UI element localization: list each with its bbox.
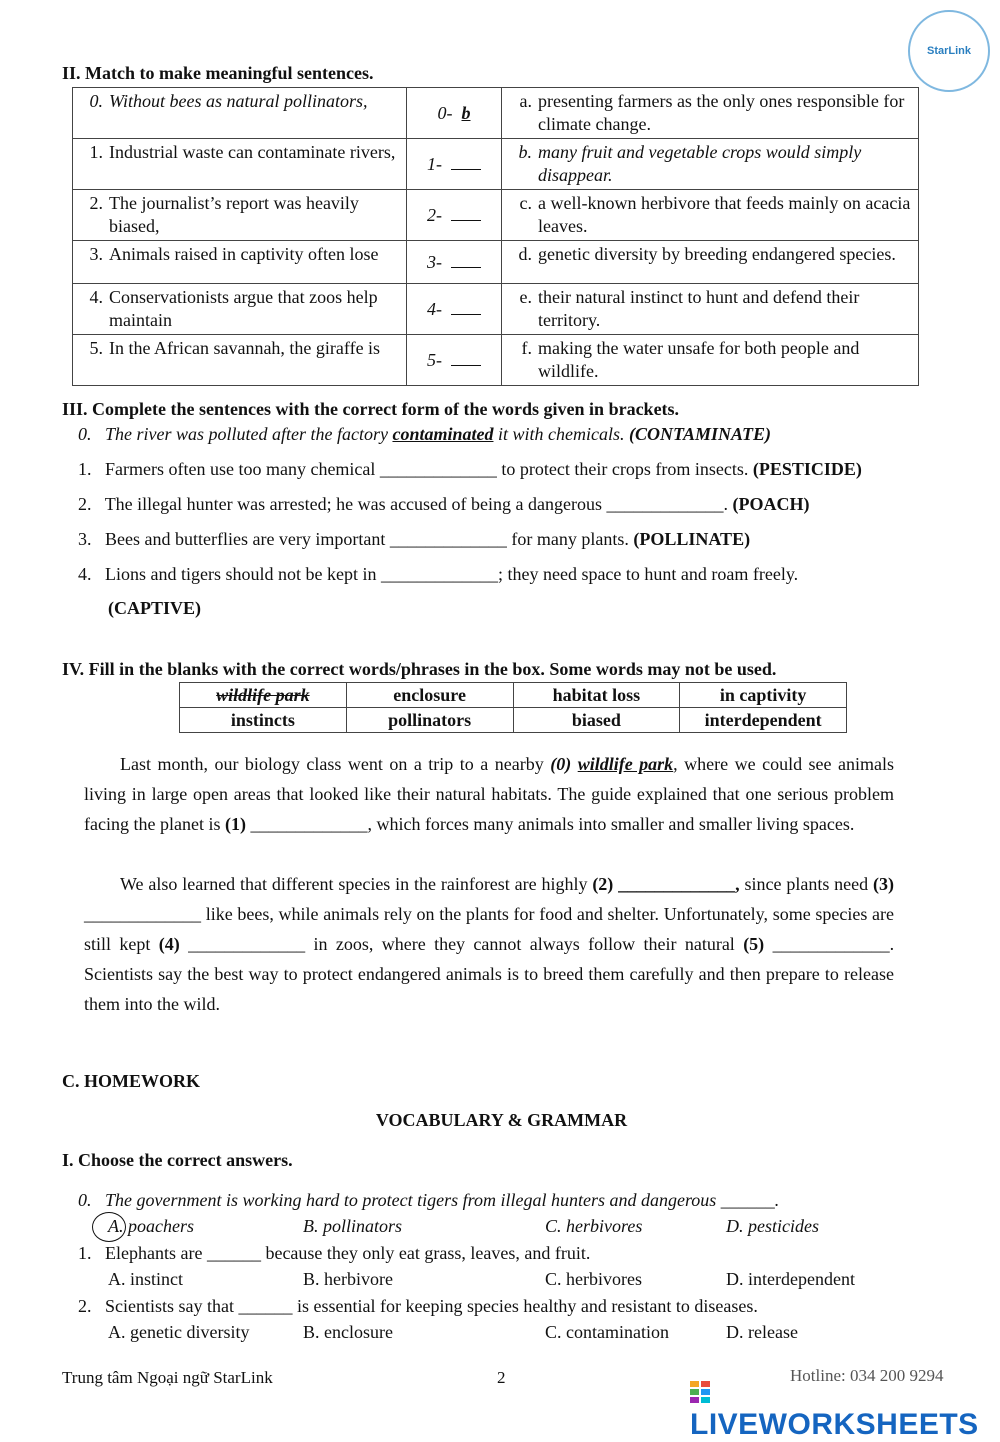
match-answer-cell[interactable] bbox=[407, 284, 502, 335]
word-box-cell: instincts bbox=[180, 708, 347, 733]
example-word: (CONTAMINATE) bbox=[628, 424, 771, 444]
match-right-cell bbox=[502, 139, 919, 190]
p2-e: . Scientists say the best way to protect endangered animals is to breed them carefully and then prepare to release them into the wild. bbox=[84, 934, 895, 1014]
starlink-logo bbox=[908, 10, 990, 92]
match-answer-cell[interactable] bbox=[407, 88, 502, 139]
match-right-text: their natural instinct to hunt and defend their territory. bbox=[538, 287, 860, 330]
match-answer-prefix: 5- bbox=[427, 349, 442, 370]
word-box-cell: pollinators bbox=[346, 708, 513, 733]
match-left-text: Without bees as natural pollinators, bbox=[109, 91, 368, 111]
liveworksheets-watermark bbox=[690, 1374, 1000, 1442]
part-i-title: I. Choose the correct answers. bbox=[62, 1150, 293, 1170]
match-left-text: Animals raised in captivity often lose bbox=[109, 244, 379, 264]
sentence-4-word: (CAPTIVE) bbox=[108, 598, 201, 618]
match-right-cell bbox=[502, 335, 919, 386]
match-left-num: 0. bbox=[89, 91, 103, 111]
q2-option-d[interactable]: D. release bbox=[726, 1322, 798, 1342]
sentence-1-word: (PESTICIDE) bbox=[752, 459, 862, 479]
sentence-2-word: (POACH) bbox=[732, 494, 810, 514]
page-number: 2 bbox=[497, 1368, 506, 1387]
q2-option-b[interactable]: B. enclosure bbox=[303, 1322, 393, 1342]
p1-a: Last month, our biology class went on a trip to a nearby bbox=[120, 754, 544, 774]
q0-text: The government is working hard to protect tigers from illegal hunters and dangerous ______. bbox=[105, 1190, 780, 1210]
sentence-1-num: 1. bbox=[78, 459, 92, 479]
p2-b: since plants need bbox=[744, 874, 869, 894]
match-right-cell bbox=[502, 88, 919, 139]
p1-ex-num: (0) bbox=[550, 754, 572, 774]
blank-1[interactable]: _____________ bbox=[250, 814, 368, 834]
section-ii-title: II. Match to make meaningful sentences. bbox=[62, 63, 374, 83]
blank-4[interactable]: _____________ bbox=[188, 934, 306, 954]
sentence-3-after: for many plants. bbox=[511, 529, 629, 549]
match-row bbox=[73, 284, 919, 335]
match-table bbox=[72, 87, 919, 386]
word-box-cell: habitat loss bbox=[513, 683, 680, 708]
q2-text: Scientists say that ______ is essential for keeping species healthy and resistant to diseases. bbox=[105, 1296, 758, 1316]
q0-num: 0. bbox=[78, 1190, 92, 1210]
passage-paragraph-1 bbox=[84, 749, 894, 839]
match-right-cell bbox=[502, 241, 919, 284]
section-iii-example bbox=[78, 424, 771, 445]
match-answer-cell[interactable] bbox=[407, 335, 502, 386]
q1-option-a[interactable]: A. instinct bbox=[108, 1269, 183, 1289]
sentence-1-before: Farmers often use too many chemical bbox=[105, 459, 376, 479]
sentence-4-after: ; they need space to hunt and roam freely. bbox=[497, 564, 799, 584]
footer-hotline: Hotline: 034 200 9294 bbox=[790, 1366, 944, 1385]
match-answer-prefix: 0- bbox=[437, 102, 453, 123]
match-left-cell bbox=[73, 88, 407, 139]
q1-option-d[interactable]: D. interdependent bbox=[726, 1269, 855, 1289]
liveworksheets-icon bbox=[690, 1381, 710, 1403]
sentence-4 bbox=[78, 564, 798, 585]
match-answer-blank[interactable] bbox=[451, 253, 481, 268]
match-left-cell bbox=[73, 284, 407, 335]
section-c-subtitle: VOCABULARY & GRAMMAR bbox=[375, 1110, 628, 1130]
sentence-3 bbox=[78, 529, 750, 550]
word-box-cell: interdependent bbox=[680, 708, 847, 733]
match-left-num: 2. bbox=[89, 193, 103, 213]
p2-a: We also learned that different species in the rainforest are highly bbox=[120, 874, 588, 894]
p1-n1: (1) bbox=[224, 814, 246, 834]
q1-option-c[interactable]: C. herbivores bbox=[545, 1269, 642, 1289]
sentence-3-word: (POLLINATE) bbox=[633, 529, 751, 549]
match-answer-prefix: 1- bbox=[427, 153, 442, 174]
p1-ex-answer: wildlife park bbox=[577, 754, 674, 774]
question-0 bbox=[78, 1190, 779, 1211]
match-row bbox=[73, 241, 919, 284]
sentence-3-blank[interactable]: _____________ bbox=[389, 529, 507, 549]
match-row bbox=[73, 139, 919, 190]
sentence-2-after: . bbox=[723, 494, 728, 514]
match-right-letter: b. bbox=[518, 142, 532, 162]
match-left-cell bbox=[73, 139, 407, 190]
q0-option-a[interactable]: A. poachers bbox=[108, 1216, 194, 1236]
sentence-2 bbox=[78, 494, 809, 515]
q1-num: 1. bbox=[78, 1243, 92, 1263]
passage-paragraph-2 bbox=[84, 869, 894, 1019]
word-wildlife-park: wildlife park bbox=[216, 685, 310, 705]
p2-n5: (5) bbox=[743, 934, 765, 954]
q1-option-b[interactable]: B. herbivore bbox=[303, 1269, 393, 1289]
match-right-text: presenting farmers as the only ones responsible for climate change. bbox=[538, 91, 905, 134]
match-answer-blank[interactable] bbox=[451, 300, 481, 315]
section-c-title: C. HOMEWORK bbox=[62, 1071, 200, 1091]
example-after: it with chemicals. bbox=[497, 424, 625, 444]
match-right-letter: f. bbox=[521, 338, 532, 358]
match-right-letter: c. bbox=[519, 193, 532, 213]
footer-center-name: Trung tâm Ngoại ngữ StarLink bbox=[62, 1368, 273, 1387]
question-2 bbox=[78, 1296, 758, 1317]
match-answer-prefix: 4- bbox=[427, 298, 442, 319]
match-right-letter: d. bbox=[518, 244, 532, 264]
match-right-cell bbox=[502, 284, 919, 335]
word-box-cell bbox=[180, 683, 347, 708]
q0-option-b[interactable]: B. pollinators bbox=[303, 1216, 403, 1236]
sentence-2-num: 2. bbox=[78, 494, 92, 514]
q2-option-c[interactable]: C. contamination bbox=[545, 1322, 669, 1342]
sentence-4-before: Lions and tigers should not be kept in bbox=[105, 564, 377, 584]
match-right-letter: e. bbox=[519, 287, 532, 307]
match-left-text: Conservationists argue that zoos help maintain bbox=[109, 287, 378, 330]
example-num: 0. bbox=[78, 424, 92, 444]
match-left-num: 1. bbox=[89, 142, 103, 162]
match-answer-blank[interactable] bbox=[451, 351, 481, 366]
match-answer-blank[interactable] bbox=[451, 206, 481, 221]
match-right-cell bbox=[502, 190, 919, 241]
p2-n4: (4) bbox=[158, 934, 180, 954]
word-box-cell: in captivity bbox=[680, 683, 847, 708]
match-left-text: Industrial waste can contaminate rivers, bbox=[109, 142, 396, 162]
match-left-text: The journalist’s report was heavily biased, bbox=[109, 193, 359, 236]
match-right-letter: a. bbox=[519, 91, 532, 111]
match-row bbox=[73, 88, 919, 139]
sentence-1-blank[interactable]: _____________ bbox=[379, 459, 497, 479]
word-box-cell: enclosure bbox=[346, 683, 513, 708]
match-answer-cell[interactable] bbox=[407, 139, 502, 190]
example-before: The river was polluted after the factory bbox=[105, 424, 388, 444]
match-left-text: In the African savannah, the giraffe is bbox=[109, 338, 381, 358]
sentence-4-blank[interactable]: _____________ bbox=[380, 564, 498, 584]
match-left-num: 4. bbox=[89, 287, 103, 307]
sentence-1 bbox=[78, 459, 862, 480]
q0-option-d[interactable]: D. pesticides bbox=[726, 1216, 819, 1236]
blank-3[interactable]: _____________ bbox=[84, 904, 201, 924]
match-answer-prefix: 3- bbox=[427, 251, 442, 272]
match-row bbox=[73, 335, 919, 386]
match-left-num: 5. bbox=[89, 338, 103, 358]
match-row bbox=[73, 190, 919, 241]
sentence-1-after: to protect their crops from insects. bbox=[501, 459, 749, 479]
match-answer-blank[interactable] bbox=[451, 155, 481, 170]
q0-option-c[interactable]: C. herbivores bbox=[545, 1216, 643, 1236]
p2-d: in zoos, where they cannot always follow their natural bbox=[313, 934, 735, 954]
match-left-cell bbox=[73, 190, 407, 241]
p2-c: like bees, while animals rely on the plants for food and shelter. Unfortunately, some species are still kept bbox=[84, 904, 894, 954]
sentence-3-num: 3. bbox=[78, 529, 92, 549]
p1-b: , where we could see animals living in large open areas that looked like their natural habitats. The guide explained that one serious problem facing the planet is bbox=[84, 754, 895, 834]
sentence-2-blank[interactable]: _____________ bbox=[606, 494, 724, 514]
blank-5[interactable]: _____________ bbox=[772, 934, 890, 954]
section-iv-title: IV. Fill in the blanks with the correct words/phrases in the box. Some words may not be used. bbox=[62, 659, 777, 679]
q2-num: 2. bbox=[78, 1296, 92, 1316]
example-answer: contaminated bbox=[392, 424, 494, 444]
watermark-text: LIVEWORKSHEETS bbox=[690, 1408, 979, 1441]
blank-2[interactable]: _____________, bbox=[618, 874, 740, 894]
match-answer-prefix: 2- bbox=[427, 204, 442, 225]
match-left-cell bbox=[73, 335, 407, 386]
section-iii-title: III. Complete the sentences with the correct form of the words given in brackets. bbox=[62, 399, 680, 419]
q1-text: Elephants are ______ because they only eat grass, leaves, and fruit. bbox=[105, 1243, 591, 1263]
word-box bbox=[179, 682, 847, 733]
p2-n3: (3) bbox=[873, 874, 894, 894]
match-right-text: a well-known herbivore that feeds mainly on acacia leaves. bbox=[538, 193, 911, 236]
match-answer-cell[interactable] bbox=[407, 241, 502, 284]
logo-text: StarLink bbox=[926, 45, 971, 57]
sentence-4-num: 4. bbox=[78, 564, 92, 584]
match-right-text: genetic diversity by breeding endangered species. bbox=[538, 244, 896, 264]
word-box-cell: biased bbox=[513, 708, 680, 733]
p2-n2: (2) bbox=[592, 874, 614, 894]
match-right-text: making the water unsafe for both people and wildlife. bbox=[538, 338, 860, 381]
sentence-2-before: The illegal hunter was arrested; he was accused of being a dangerous bbox=[104, 494, 602, 514]
q2-option-a[interactable]: A. genetic diversity bbox=[108, 1322, 250, 1342]
match-left-num: 3. bbox=[89, 244, 103, 264]
p1-c: , which forces many animals into smaller and smaller living spaces. bbox=[367, 814, 855, 834]
match-answer-cell[interactable] bbox=[407, 190, 502, 241]
match-left-cell bbox=[73, 241, 407, 284]
match-right-text: many fruit and vegetable crops would simply disappear. bbox=[538, 142, 862, 185]
sentence-3-before: Bees and butterflies are very important bbox=[105, 529, 386, 549]
question-1 bbox=[78, 1243, 590, 1264]
match-answer: b bbox=[461, 102, 471, 123]
